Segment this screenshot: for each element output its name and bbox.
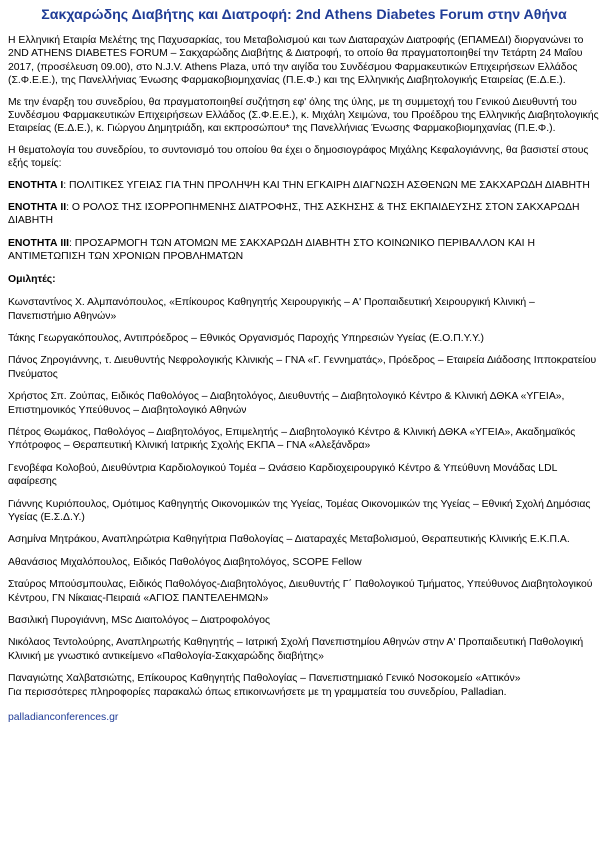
unit-2-label: ΕΝΟΤΗΤΑ ΙΙ	[8, 202, 67, 214]
unit-1-label: ΕΝΟΤΗΤΑ I	[8, 179, 64, 191]
speaker-item: Πάνος Ζηρογιάννης, τ. Διευθυντής Νεφρολογικής Κλινικής – ΓΝΑ «Γ. Γεννηματάς», Πρόεδρος – Εταιρεία Διάδοσης Ιπποκρατείου Πνεύματος	[8, 355, 597, 380]
topics-paragraph: Η θεματολογία του συνεδρίου, το συντονισμό του οποίου θα έχει ο δημοσιογράφος Μιχάλης Κεφαλογιάννης, θα βασιστεί στους εξής τομείς:	[8, 144, 589, 170]
intro-paragraph: Η Ελληνική Εταιρία Μελέτης της Παχυσαρκίας, του Μεταβολισμού και των Διαταραχών Διατροφής (ΕΠΑΜΕΔΙ) διοργανώνει το 2ND ATHENS DIABETES FORUM – Σακχαρώδης Διαβήτης & Διατροφή, το οποίο θα πραγματοποιηθεί την Τετάρτη 24 Μαΐου 2017, (προσέλευση 09.00), στο N.J.V. Athens Plaza, υπό την αιγίδα του Συνδέσμου Φαρμακευτικών Επιχειρήσεων Ελλάδος (Σ.Φ.Ε.Ε.), της Πανελλήνιας Ένωσης Φαρμακοβιομηχανίας (Π.Ε.Φ.) και της Ελληνικής Διαβητολογικής Εταιρείας (Ε.Δ.Ε.).	[8, 35, 584, 87]
unit-2	[8, 201, 600, 228]
unit-3-label: ΕΝΟΤΗΤΑ ΙΙΙ	[8, 237, 69, 249]
last-speaker-text: Παναγιώτης Χαλβατσιώτης, Επίκουρος Καθηγητής Παθολογίας – Πανεπιστημιακό Γενικό Νοσοκομείο «Αττικόν»	[8, 673, 521, 685]
speaker-item-last	[8, 672, 600, 699]
unit-2-text: : Ο ΡΟΛΟΣ ΤΗΣ ΙΣΟΡΡΟΠΗΜΕΝΗΣ ΔΙΑΤΡΟΦΗΣ, ΤΗΣ ΑΣΚΗΣΗΣ & ΤΗΣ ΕΚΠΑΙΔΕΥΣΗΣ ΣΤΟΝ ΣΑΚΧΑΡΩΔΗ ΔΙΑΒΗΤΗ	[8, 202, 580, 227]
speaker-item: Αθανάσιος Μιχαλόπουλος, Ειδικός Παθολόγος Διαβητολόγος, SCOPE Fellow	[8, 556, 362, 568]
speaker-item: Σταύρος Μπούσμπουλας, Ειδικός Παθολόγος-Διαβητολόγος, Διευθυντής Γ΄ Παθολογικού Τμήματος, Υπεύθυνος Διαβητολογικού Κέντρου, ΓΝ Νίκαιας-Πειραιά «ΑΓΙΟΣ ΠΑΝΤΕΛΕΗΜΩΝ»	[8, 579, 593, 604]
speakers-heading: Ομιλητές:	[8, 273, 56, 285]
unit-3	[8, 237, 600, 264]
speaker-item: Γενοβέφα Κολοβού, Διευθύντρια Καρδιολογικού Τομέα – Ωνάσειο Καρδιοχειρουργικό Κέντρο & Υπεύθυνη Μονάδας LDL αφαίρεσης	[8, 462, 557, 488]
discussion-paragraph: Με την έναρξη του συνεδρίου, θα πραγματοποιηθεί συζήτηση εφ' όλης της ύλης, με τη συμμετοχή του Γενικού Διευθυντή του Συνδέσμου Φαρμακευτικών Επιχειρήσεων Ελλάδος (Σ.Φ.Ε.Ε.), κ. Μιχάλη Χειμώνα, του Προέδρου της Ελληνικής Διαβητολογικής Εταιρείας (Ε.Δ.Ε.), κ. Γιώργου Δημητριάδη, και εκπροσώπου* της Πανελλήνιας Ένωσης Φαρμακοβιομηχανίας (Π.Ε.Φ.).	[8, 96, 599, 135]
unit-3-text: : ΠΡΟΣΑΡΜΟΓΗ ΤΩΝ ΑΤΟΜΩΝ ΜΕ ΣΑΚΧΑΡΩΔΗ ΔΙΑΒΗΤΗ ΣΤΟ ΚΟΙΝΩΝΙΚΟ ΠΕΡΙΒΑΛΛΟΝ ΚΑΙ Η ΑΝΤΙΜΕΤΩΠΙΣΗ ΤΩΝ ΧΡΟΝΙΩΝ ΠΡΟΒΛΗΜΑΤΩΝ	[8, 237, 535, 263]
speaker-item: Νικόλαος Τεντολούρης, Αναπληρωτής Καθηγητής – Ιατρική Σχολή Πανεπιστημίου Αθηνών στην Α' Προπαιδευτική Παθολογική Κλινική με γνωστικό αντικείμενο «Παθολογία-Σακχαρώδης διαβήτης»	[8, 637, 584, 662]
speaker-item: Βασιλική Πυρογιάννη, MSc Διαιτολόγος – Διατροφολόγος	[8, 615, 271, 626]
speakers-list	[8, 296, 600, 699]
unit-1	[8, 179, 600, 192]
speaker-item: Γιάννης Κυριόπουλος, Ομότιμος Καθηγητής Οικονομικών της Υγείας, Τομέας Οικονομικών της Υγείας – Εθνική Σχολή Δημόσιας Υγείας (Ε.Σ.Δ.Υ.)	[8, 498, 591, 523]
contact-text: Για περισσότερες πληροφορίες παρακαλώ όπως επικοινωνήσετε με τη γραμματεία του συνεδρίου, Palladian.	[8, 686, 507, 698]
speaker-item: Ασημίνα Μητράκου, Αναπληρώτρια Καθηγήτρια Παθολογίας – Διαταραχές Μεταβολισμού, Θεραπευτικής Κλινικής Ε.Κ.Π.Α.	[8, 534, 570, 546]
speaker-item: Τάκης Γεωργακόπουλος, Αντιπρόεδρος – Εθνικός Οργανισμός Παροχής Υπηρεσιών Υγείας (Ε.Ο.Π.Υ.Υ.)	[8, 332, 485, 344]
website-link[interactable]: palladianconferences.gr	[8, 712, 119, 724]
article-title: Σακχαρώδης Διαβήτης και Διατροφή: 2nd Athens Diabetes Forum στην Αθήνα	[41, 7, 567, 23]
speaker-item: Κωνσταντίνος Χ. Αλμπανόπουλος, «Επίκουρος Καθηγητής Χειρουργικής – Α' Προπαιδευτική Χειρουργική Κλινική – Πανεπιστήμιο Αθηνών»	[8, 297, 535, 322]
speaker-item: Χρήστος Σπ. Ζούπας, Ειδικός Παθολόγος – Διαβητολόγος, Διευθυντής – Διαβητολογικό Κέντρο & Κλινική ΔΘΚΑ «ΥΓΕΙΑ», Επιστημονικός Υπεύθυνος – Διαβητολογικό Αθηνών	[8, 391, 565, 416]
speaker-item: Πέτρος Θωμάκος, Παθολόγος – Διαβητολόγος, Επιμελητής – Διαβητολογικό Κέντρο & Κλινική ΔΘΚΑ «ΥΓΕΙΑ», Ακαδημαϊκός Υπότροφος – Θεραπευτική Κλινική Ιατρικής Σχολής ΕΚΠΑ – ΓΝΑ «Αλεξάνδρα»	[8, 426, 576, 452]
unit-1-text: : ΠΟΛΙΤΙΚΕΣ ΥΓΕΙΑΣ ΓΙΑ ΤΗΝ ΠΡΟΛΗΨΗ ΚΑΙ ΤΗΝ ΕΓΚΑΙΡΗ ΔΙΑΓΝΩΣΗ ΑΣΘΕΝΩΝ ΜΕ ΣΑΚΧΑΡΩΔΗ ΔΙΑΒΗΤΗ	[63, 179, 590, 191]
